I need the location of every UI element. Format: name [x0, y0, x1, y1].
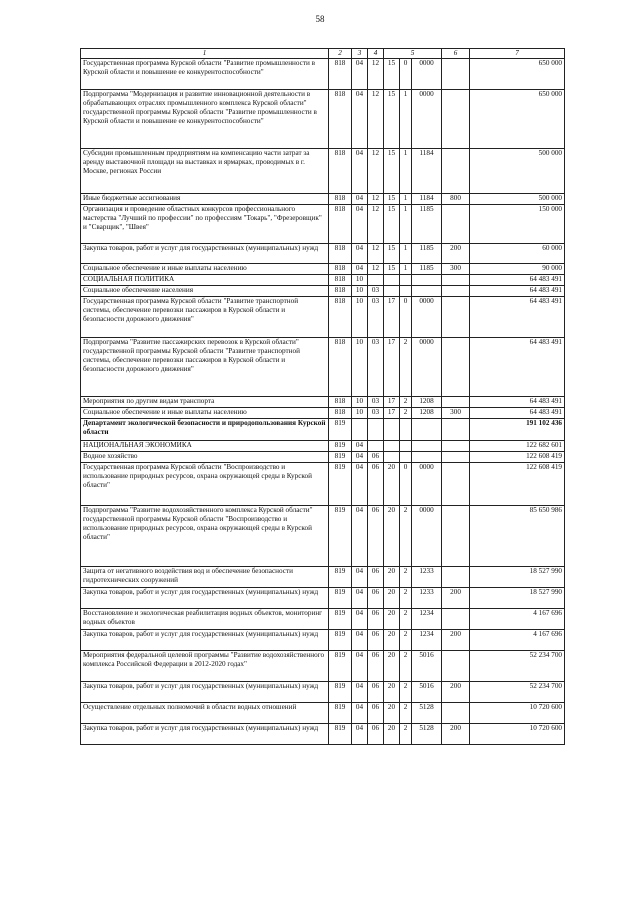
row-section-cell: 04: [352, 90, 368, 149]
table-row: [81, 338, 565, 397]
row-target-article-3-cell: 1234: [412, 609, 442, 630]
row-name-cell: Социальное обеспечение и иные выплаты населению: [81, 264, 329, 275]
row-subsection-cell: 06: [368, 682, 384, 703]
row-amount-cell: 52 234 700: [470, 682, 565, 703]
row-name-cell: Субсидии промышленным предприятиям на компенсацию части затрат за аренду выставочной площади на выставках и ярмарках, проводимых в г. Москве, регионах России: [81, 149, 329, 194]
row-subsection-cell: 06: [368, 567, 384, 588]
row-target-article-2-cell: 1: [400, 264, 412, 275]
row-target-article-3-cell: 1208: [412, 397, 442, 408]
row-subsection-cell: 06: [368, 651, 384, 682]
row-amount-cell: 4 167 696: [470, 609, 565, 630]
row-subsection-cell: [368, 419, 384, 441]
row-target-article-3-cell: 5016: [412, 682, 442, 703]
table-row: [81, 609, 565, 630]
row-target-article-1-cell: [384, 441, 400, 452]
table-row: [81, 90, 565, 149]
row-expense-type-cell: [442, 275, 470, 286]
row-target-article-1-cell: [384, 452, 400, 463]
row-ved-cell: 818: [329, 149, 352, 194]
row-amount-cell: 4 167 696: [470, 630, 565, 651]
row-section-cell: 04: [352, 724, 368, 745]
row-expense-type-cell: [442, 59, 470, 90]
row-ved-cell: 819: [329, 441, 352, 452]
row-ved-cell: 818: [329, 297, 352, 338]
row-expense-type-cell: [442, 149, 470, 194]
row-amount-cell: 122 608 419: [470, 452, 565, 463]
row-subsection-cell: 06: [368, 452, 384, 463]
row-subsection-cell: 03: [368, 408, 384, 419]
row-target-article-3-cell: [412, 275, 442, 286]
row-target-article-2-cell: 2: [400, 338, 412, 397]
table-row: [81, 567, 565, 588]
row-section-cell: 04: [352, 609, 368, 630]
row-target-article-2-cell: [400, 275, 412, 286]
row-target-article-3-cell: 0000: [412, 338, 442, 397]
header-col-2: 2: [329, 49, 352, 59]
row-expense-type-cell: [442, 338, 470, 397]
row-amount-cell: 10 720 600: [470, 724, 565, 745]
row-section-cell: 10: [352, 338, 368, 397]
row-expense-type-cell: [442, 452, 470, 463]
row-expense-type-cell: [442, 567, 470, 588]
row-target-article-1-cell: 20: [384, 463, 400, 506]
row-expense-type-cell: [442, 297, 470, 338]
table-row: [81, 194, 565, 205]
row-amount-cell: 52 234 700: [470, 651, 565, 682]
row-subsection-cell: 12: [368, 59, 384, 90]
row-section-cell: 04: [352, 506, 368, 567]
row-amount-cell: 60 000: [470, 244, 565, 264]
row-subsection-cell: 06: [368, 588, 384, 609]
row-section-cell: 04: [352, 588, 368, 609]
row-subsection-cell: 06: [368, 630, 384, 651]
table-row: [81, 441, 565, 452]
row-subsection-cell: 12: [368, 264, 384, 275]
row-name-cell: Подпрограмма "Модернизация и развитие инновационной деятельности в обрабатывающих отраслях промышленного комплекса Курской области" государственной программы Курской области "Развитие промышленности в Курской области и повышение ее конкурентоспособности": [81, 90, 329, 149]
row-target-article-1-cell: 15: [384, 244, 400, 264]
row-ved-cell: 819: [329, 419, 352, 441]
header-col-4: 4: [368, 49, 384, 59]
row-name-cell: СОЦИАЛЬНАЯ ПОЛИТИКА: [81, 275, 329, 286]
row-subsection-cell: 03: [368, 397, 384, 408]
row-name-cell: Мероприятия федеральной целевой программы "Развитие водохозяйственного комплекса Российской Федерации в 2012-2020 годах": [81, 651, 329, 682]
row-target-article-1-cell: 20: [384, 703, 400, 724]
page-number: 58: [315, 14, 325, 24]
table-row: [81, 149, 565, 194]
row-name-cell: НАЦИОНАЛЬНАЯ ЭКОНОМИКА: [81, 441, 329, 452]
row-amount-cell: 10 720 600: [470, 703, 565, 724]
row-name-cell: Государственная программа Курской области "Развитие транспортной системы, обеспечение перевозки пассажиров в Курской области и безопасности дорожного движения": [81, 297, 329, 338]
row-ved-cell: 819: [329, 609, 352, 630]
row-amount-cell: 122 682 601: [470, 441, 565, 452]
row-target-article-1-cell: 15: [384, 205, 400, 244]
row-name-cell: Государственная программа Курской области "Развитие промышленности в Курской области и повышение ее конкурентоспособности": [81, 59, 329, 90]
row-target-article-1-cell: 17: [384, 297, 400, 338]
row-target-article-1-cell: [384, 286, 400, 297]
row-ved-cell: 819: [329, 463, 352, 506]
row-name-cell: Мероприятия по другим видам транспорта: [81, 397, 329, 408]
row-amount-cell: 64 483 491: [470, 408, 565, 419]
table-row: [81, 506, 565, 567]
table-row: [81, 244, 565, 264]
table-row: [81, 588, 565, 609]
table-row: [81, 682, 565, 703]
row-amount-cell: 64 483 491: [470, 397, 565, 408]
row-target-article-1-cell: 15: [384, 59, 400, 90]
row-expense-type-cell: 300: [442, 264, 470, 275]
row-target-article-3-cell: 1185: [412, 264, 442, 275]
row-target-article-3-cell: 1184: [412, 194, 442, 205]
row-amount-cell: 85 650 986: [470, 506, 565, 567]
row-target-article-3-cell: [412, 441, 442, 452]
table-row: [81, 463, 565, 506]
row-target-article-1-cell: 15: [384, 264, 400, 275]
row-target-article-3-cell: 1208: [412, 408, 442, 419]
row-target-article-2-cell: 0: [400, 59, 412, 90]
row-section-cell: 04: [352, 463, 368, 506]
row-expense-type-cell: [442, 651, 470, 682]
row-name-cell: Социальное обеспечение и иные выплаты населению: [81, 408, 329, 419]
row-target-article-2-cell: 1: [400, 205, 412, 244]
row-subsection-cell: 06: [368, 724, 384, 745]
row-ved-cell: 819: [329, 506, 352, 567]
row-target-article-2-cell: 2: [400, 609, 412, 630]
row-target-article-1-cell: 20: [384, 506, 400, 567]
row-ved-cell: 819: [329, 651, 352, 682]
row-expense-type-cell: [442, 441, 470, 452]
row-name-cell: Водное хозяйство: [81, 452, 329, 463]
row-section-cell: 10: [352, 275, 368, 286]
row-target-article-3-cell: [412, 286, 442, 297]
row-subsection-cell: 03: [368, 297, 384, 338]
row-target-article-3-cell: [412, 452, 442, 463]
row-target-article-2-cell: 2: [400, 408, 412, 419]
row-ved-cell: 819: [329, 682, 352, 703]
row-expense-type-cell: 200: [442, 682, 470, 703]
row-name-cell: Закупка товаров, работ и услуг для государственных (муниципальных) нужд: [81, 588, 329, 609]
row-subsection-cell: 03: [368, 338, 384, 397]
row-name-cell: Государственная программа Курской области "Воспроизводство и использование природных ресурсов, охрана окружающей среды в Курской области": [81, 463, 329, 506]
row-target-article-2-cell: 2: [400, 682, 412, 703]
table-row: [81, 703, 565, 724]
row-name-cell: Восстановление и экологическая реабилитация водных объектов, мониторинг водных объектов: [81, 609, 329, 630]
row-target-article-2-cell: [400, 452, 412, 463]
header-col-7: 7: [470, 49, 565, 59]
row-target-article-1-cell: 20: [384, 682, 400, 703]
row-amount-cell: 64 483 491: [470, 275, 565, 286]
row-amount-cell: 64 483 491: [470, 297, 565, 338]
row-amount-cell: 650 000: [470, 90, 565, 149]
row-amount-cell: 122 608 419: [470, 463, 565, 506]
row-subsection-cell: 06: [368, 703, 384, 724]
row-target-article-2-cell: 2: [400, 651, 412, 682]
row-section-cell: 04: [352, 682, 368, 703]
row-subsection-cell: 06: [368, 609, 384, 630]
row-amount-cell: 64 483 491: [470, 286, 565, 297]
table-row: [81, 59, 565, 90]
row-expense-type-cell: 200: [442, 630, 470, 651]
row-target-article-3-cell: 1185: [412, 205, 442, 244]
table-header-row: [81, 49, 565, 59]
row-subsection-cell: 06: [368, 506, 384, 567]
row-section-cell: 04: [352, 651, 368, 682]
row-expense-type-cell: [442, 703, 470, 724]
row-expense-type-cell: 200: [442, 244, 470, 264]
row-name-cell: Закупка товаров, работ и услуг для государственных (муниципальных) нужд: [81, 682, 329, 703]
row-target-article-2-cell: 0: [400, 297, 412, 338]
row-expense-type-cell: 200: [442, 588, 470, 609]
row-expense-type-cell: [442, 419, 470, 441]
row-target-article-2-cell: 2: [400, 506, 412, 567]
row-ved-cell: 818: [329, 338, 352, 397]
table-row: [81, 275, 565, 286]
row-target-article-1-cell: 20: [384, 588, 400, 609]
row-target-article-2-cell: 1: [400, 149, 412, 194]
row-expense-type-cell: [442, 286, 470, 297]
row-ved-cell: 818: [329, 59, 352, 90]
row-section-cell: 10: [352, 397, 368, 408]
row-ved-cell: 819: [329, 452, 352, 463]
row-target-article-3-cell: 1233: [412, 588, 442, 609]
row-ved-cell: 818: [329, 275, 352, 286]
row-amount-cell: 500 000: [470, 194, 565, 205]
row-name-cell: Социальное обеспечение населения: [81, 286, 329, 297]
row-expense-type-cell: [442, 397, 470, 408]
row-ved-cell: 818: [329, 408, 352, 419]
row-section-cell: 04: [352, 244, 368, 264]
header-col-6: 6: [442, 49, 470, 59]
row-target-article-2-cell: 2: [400, 724, 412, 745]
row-subsection-cell: [368, 275, 384, 286]
row-section-cell: 04: [352, 567, 368, 588]
row-target-article-3-cell: 5128: [412, 703, 442, 724]
row-name-cell: Закупка товаров, работ и услуг для государственных (муниципальных) нужд: [81, 630, 329, 651]
row-ved-cell: 818: [329, 264, 352, 275]
row-section-cell: 04: [352, 703, 368, 724]
row-ved-cell: 819: [329, 630, 352, 651]
row-target-article-2-cell: 0: [400, 463, 412, 506]
row-section-cell: 04: [352, 194, 368, 205]
row-amount-cell: 500 000: [470, 149, 565, 194]
row-ved-cell: 819: [329, 703, 352, 724]
row-subsection-cell: 12: [368, 205, 384, 244]
row-section-cell: [352, 419, 368, 441]
row-amount-cell: 18 527 990: [470, 588, 565, 609]
row-expense-type-cell: [442, 506, 470, 567]
row-name-cell: Подпрограмма "Развитие пассажирских перевозок в Курской области" государственной программы Курской области "Развитие транспортной системы, обеспечение перевозки пассажиров в Курской области и безопасности дорожного движения": [81, 338, 329, 397]
row-target-article-1-cell: [384, 275, 400, 286]
row-target-article-3-cell: 5016: [412, 651, 442, 682]
row-target-article-2-cell: 2: [400, 703, 412, 724]
row-section-cell: 10: [352, 408, 368, 419]
row-amount-cell: 90 000: [470, 264, 565, 275]
row-target-article-1-cell: 20: [384, 567, 400, 588]
table-row: [81, 630, 565, 651]
row-target-article-2-cell: [400, 419, 412, 441]
row-subsection-cell: 12: [368, 149, 384, 194]
row-name-cell: Закупка товаров, работ и услуг для государственных (муниципальных) нужд: [81, 724, 329, 745]
row-section-cell: 10: [352, 286, 368, 297]
row-section-cell: 04: [352, 441, 368, 452]
row-expense-type-cell: 300: [442, 408, 470, 419]
row-ved-cell: 818: [329, 244, 352, 264]
row-section-cell: 10: [352, 297, 368, 338]
row-name-cell: Защита от негативного воздействия вод и обеспечение безопасности гидротехнических сооружений: [81, 567, 329, 588]
table-row: [81, 205, 565, 244]
row-expense-type-cell: [442, 205, 470, 244]
row-expense-type-cell: [442, 609, 470, 630]
row-ved-cell: 818: [329, 286, 352, 297]
table-row: [81, 264, 565, 275]
row-target-article-1-cell: 17: [384, 397, 400, 408]
row-target-article-3-cell: 0000: [412, 90, 442, 149]
row-ved-cell: 819: [329, 588, 352, 609]
row-ved-cell: 818: [329, 194, 352, 205]
row-subsection-cell: 12: [368, 90, 384, 149]
row-amount-cell: 64 483 491: [470, 338, 565, 397]
row-name-cell: Иные бюджетные ассигнования: [81, 194, 329, 205]
row-target-article-1-cell: 15: [384, 194, 400, 205]
row-amount-cell: 191 102 436: [470, 419, 565, 441]
header-col-1: 1: [81, 49, 329, 59]
row-target-article-2-cell: 1: [400, 194, 412, 205]
row-target-article-1-cell: 15: [384, 149, 400, 194]
row-expense-type-cell: [442, 90, 470, 149]
row-target-article-3-cell: 1185: [412, 244, 442, 264]
row-target-article-1-cell: 20: [384, 724, 400, 745]
row-section-cell: 04: [352, 205, 368, 244]
row-target-article-1-cell: 20: [384, 651, 400, 682]
row-target-article-3-cell: [412, 419, 442, 441]
row-amount-cell: 18 527 990: [470, 567, 565, 588]
row-subsection-cell: 12: [368, 244, 384, 264]
row-target-article-3-cell: 1233: [412, 567, 442, 588]
row-target-article-3-cell: 1184: [412, 149, 442, 194]
table-row: [81, 452, 565, 463]
row-section-cell: 04: [352, 59, 368, 90]
row-target-article-1-cell: 15: [384, 90, 400, 149]
row-target-article-2-cell: [400, 286, 412, 297]
row-target-article-2-cell: 1: [400, 90, 412, 149]
row-name-cell: Закупка товаров, работ и услуг для государственных (муниципальных) нужд: [81, 244, 329, 264]
row-target-article-1-cell: 20: [384, 630, 400, 651]
row-target-article-3-cell: 0000: [412, 463, 442, 506]
row-name-cell: Департамент экологической безопасности и природопользования Курской области: [81, 419, 329, 441]
row-name-cell: Подпрограмма "Развитие водохозяйственного комплекса Курской области" государственной программы Курской области "Воспроизводство и использование природных ресурсов, охрана окружающей среды в Курской области": [81, 506, 329, 567]
row-target-article-2-cell: [400, 441, 412, 452]
row-target-article-1-cell: [384, 419, 400, 441]
table-row: [81, 419, 565, 441]
row-subsection-cell: 06: [368, 463, 384, 506]
row-target-article-2-cell: 2: [400, 397, 412, 408]
row-name-cell: Организация и проведение областных конкурсов профессионального мастерства "Лучший по профессии" по профессиям "Токарь", "Фрезеровщик" и "Сварщик", "Швея": [81, 205, 329, 244]
row-subsection-cell: [368, 441, 384, 452]
row-amount-cell: 650 000: [470, 59, 565, 90]
row-name-cell: Осуществление отдельных полномочий в области водных отношений: [81, 703, 329, 724]
table-row: [81, 724, 565, 745]
row-target-article-3-cell: 0000: [412, 506, 442, 567]
row-ved-cell: 818: [329, 90, 352, 149]
row-ved-cell: 818: [329, 205, 352, 244]
row-section-cell: 04: [352, 149, 368, 194]
row-section-cell: 04: [352, 264, 368, 275]
table-row: [81, 651, 565, 682]
row-expense-type-cell: [442, 463, 470, 506]
table-row: [81, 286, 565, 297]
row-subsection-cell: 12: [368, 194, 384, 205]
table-row: [81, 297, 565, 338]
row-target-article-3-cell: 1234: [412, 630, 442, 651]
row-target-article-1-cell: 20: [384, 609, 400, 630]
table-row: [81, 408, 565, 419]
row-target-article-2-cell: 2: [400, 588, 412, 609]
row-ved-cell: 819: [329, 724, 352, 745]
budget-table: [80, 48, 565, 745]
row-target-article-3-cell: 0000: [412, 297, 442, 338]
row-ved-cell: 819: [329, 567, 352, 588]
row-amount-cell: 150 000: [470, 205, 565, 244]
row-target-article-2-cell: 2: [400, 567, 412, 588]
row-target-article-3-cell: 5128: [412, 724, 442, 745]
row-ved-cell: 818: [329, 397, 352, 408]
header-col-3: 3: [352, 49, 368, 59]
row-section-cell: 04: [352, 452, 368, 463]
row-target-article-3-cell: 0000: [412, 59, 442, 90]
row-target-article-2-cell: 1: [400, 244, 412, 264]
row-subsection-cell: 03: [368, 286, 384, 297]
row-target-article-1-cell: 17: [384, 338, 400, 397]
header-col-5: 5: [384, 49, 442, 59]
row-target-article-2-cell: 2: [400, 630, 412, 651]
table-row: [81, 397, 565, 408]
row-target-article-1-cell: 17: [384, 408, 400, 419]
row-section-cell: 04: [352, 630, 368, 651]
row-expense-type-cell: 800: [442, 194, 470, 205]
row-expense-type-cell: 200: [442, 724, 470, 745]
